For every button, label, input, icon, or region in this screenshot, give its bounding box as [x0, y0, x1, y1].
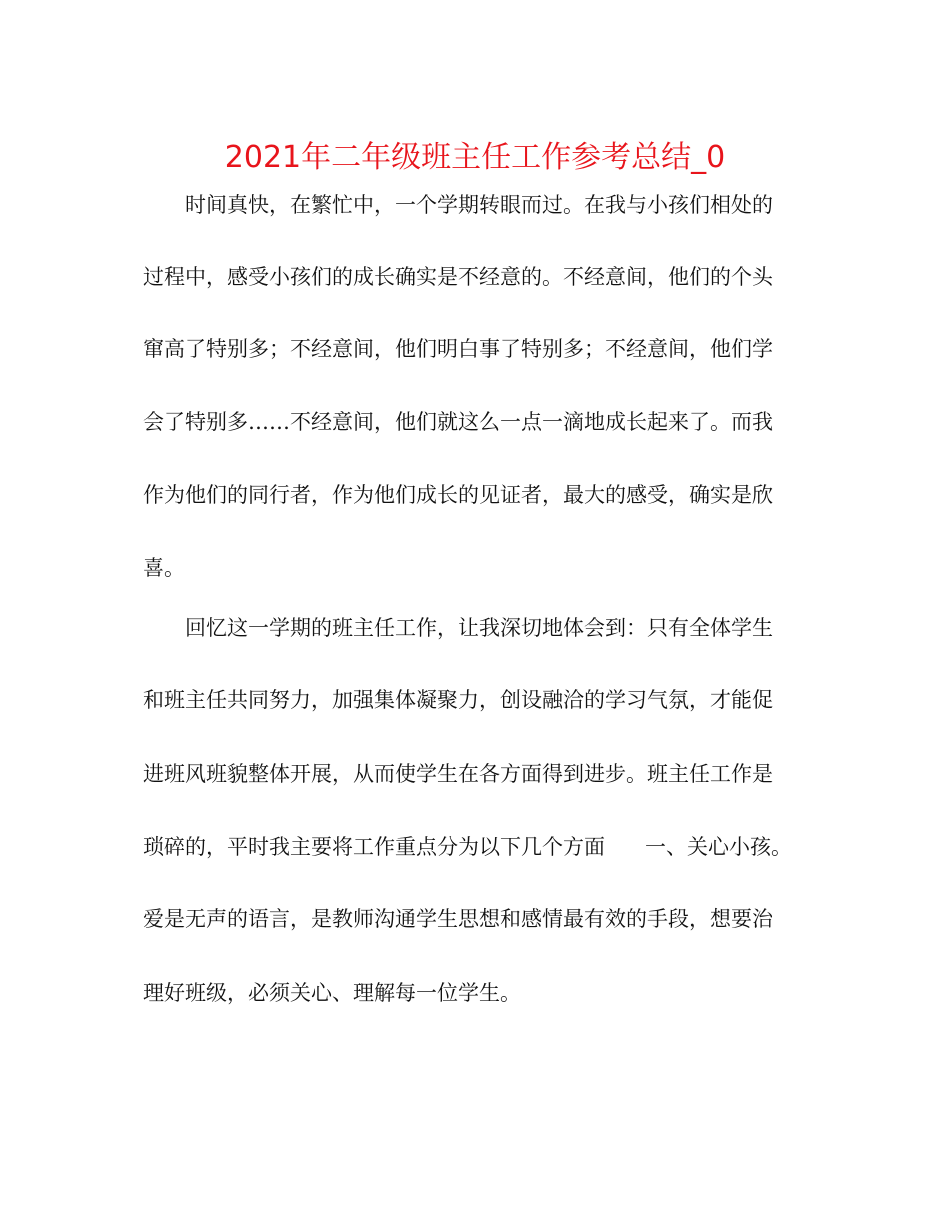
paragraph-2-line-1: 回忆这一学期的班主任工作，让我深切地体会到：只有全体学生 — [185, 616, 773, 640]
paragraph-2-line-4: 琐碎的，平时我主要将工作重点分为以下几个方面 一、关心小孩。 — [143, 835, 793, 859]
paragraph-1-line-1: 时间真快，在繁忙中，一个学期转眼而过。在我与小孩们相处的 — [185, 193, 773, 217]
paragraph-1-line-3: 窜高了特别多；不经意间，他们明白事了特别多；不经意间，他们学 — [143, 337, 773, 361]
paragraph-2-line-6: 理好班级，必须关心、理解每一位学生。 — [143, 981, 521, 1005]
paragraph-1-line-5: 作为他们的同行者，作为他们成长的见证者，最大的感受，确实是欣 — [143, 483, 773, 507]
paragraph-2-line-3: 进班风班貌整体开展，从而使学生在各方面得到进步。班主任工作是 — [143, 762, 773, 786]
document-title: 2021年二年级班主任工作参考总结_0 — [224, 140, 726, 175]
paragraph-2-line-5: 爱是无声的语言，是教师沟通学生思想和感情最有效的手段，想要治 — [143, 907, 773, 931]
paragraph-1-line-4: 会了特别多……不经意间，他们就这么一点一滴地成长起来了。而我 — [143, 410, 773, 434]
paragraph-1-line-2: 过程中，感受小孩们的成长确实是不经意的。不经意间，他们的个头 — [143, 265, 773, 289]
paragraph-1-line-6: 喜。 — [143, 556, 185, 580]
paragraph-2-line-2: 和班主任共同努力，加强集体凝聚力，创设融洽的学习气氛，才能促 — [143, 688, 773, 712]
